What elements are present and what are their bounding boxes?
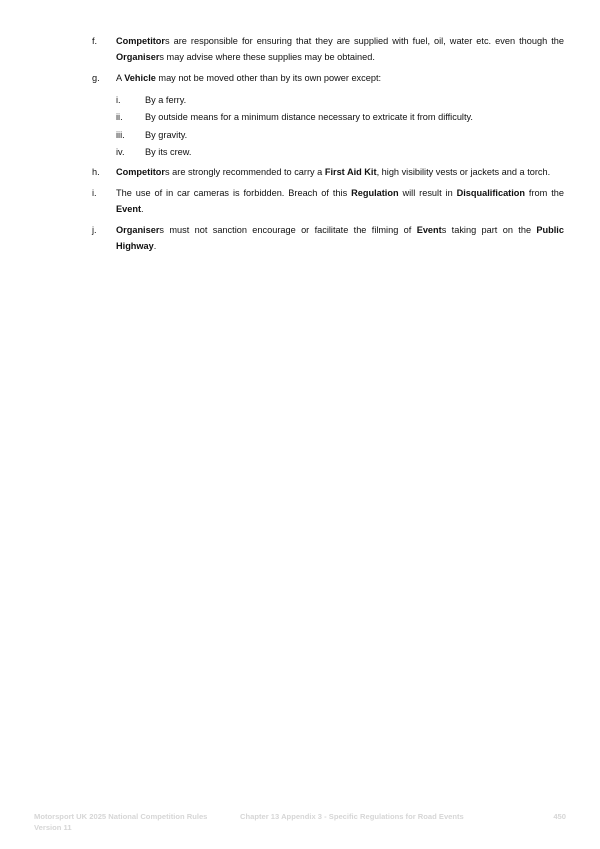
text-segment: , high visibility vests or jackets and a torch. [376, 166, 551, 177]
sub-list-marker: i. [116, 94, 121, 105]
sub-list-marker: iv. [116, 147, 125, 157]
text-segment: may not be moved other than by its own power except: [155, 73, 382, 83]
sub-list-item [116, 93, 564, 109]
list-item-j [92, 223, 564, 254]
list-item-text [116, 186, 564, 217]
defined-term: Competitor [116, 166, 165, 177]
list-item-text [116, 223, 564, 254]
defined-term: Public Highway [116, 225, 564, 251]
text-segment: s are responsible for ensuring that they are supplied with fuel, oil, water etc. even though the [165, 36, 564, 46]
sub-list-item [116, 128, 564, 144]
text-segment: . [141, 203, 144, 214]
list-marker: j. [92, 225, 97, 235]
defined-term: Event [416, 225, 442, 235]
regulations-list [92, 34, 564, 260]
sub-list-text: By its crew. [145, 147, 192, 157]
defined-term: Competitor [116, 36, 165, 46]
list-item-g [92, 71, 564, 87]
footer-version: Version 11 [34, 823, 72, 832]
sub-list-item [116, 110, 564, 126]
sub-list-text: By outside means for a minimum distance necessary to extricate it from difficulty. [145, 112, 473, 122]
defined-term: First Aid Kit [324, 166, 377, 177]
list-item-h [92, 165, 564, 181]
text-segment: s are strongly recommended to carry a [165, 166, 325, 177]
text-segment: from the [525, 188, 564, 198]
defined-term: Vehicle [124, 73, 156, 83]
text-segment: s must not sanction encourage or facilitate the filming of [159, 225, 417, 235]
list-marker: f. [92, 36, 98, 46]
text-segment: s taking part on the [441, 225, 537, 235]
defined-term: Regulation [351, 188, 399, 198]
text-segment: The use of in car cameras is forbidden. Breach of this [116, 188, 352, 198]
list-item-i [92, 186, 564, 217]
sub-list-item [116, 145, 564, 161]
sub-list-marker: ii. [116, 112, 123, 122]
text-segment: will result in [398, 188, 457, 198]
text-segment: A [116, 73, 125, 83]
text-segment: s may advise where these supplies may be obtained. [159, 51, 375, 62]
footer-rulebook-title: Motorsport UK 2025 National Competition Rules [34, 812, 208, 821]
list-item-text [116, 165, 564, 181]
list-item-text [116, 34, 564, 65]
defined-term: Organiser [116, 51, 160, 62]
sub-list [92, 93, 564, 161]
list-marker: h. [92, 166, 100, 177]
sub-list-marker: iii. [116, 129, 125, 140]
sub-list-text: By gravity. [145, 129, 188, 140]
sub-list-text: By a ferry. [145, 94, 187, 105]
defined-term: Disqualification [456, 188, 526, 198]
defined-term: Event [116, 203, 142, 214]
footer-page-number: 450 [553, 812, 566, 821]
defined-term: Organiser [116, 225, 160, 235]
footer-chapter-title: Chapter 13 Appendix 3 - Specific Regulations for Road Events [240, 812, 464, 821]
list-item-text [116, 71, 564, 87]
list-item-f [92, 34, 564, 65]
text-segment: . [153, 240, 157, 251]
list-marker: g. [92, 73, 100, 83]
list-marker: i. [92, 188, 97, 198]
